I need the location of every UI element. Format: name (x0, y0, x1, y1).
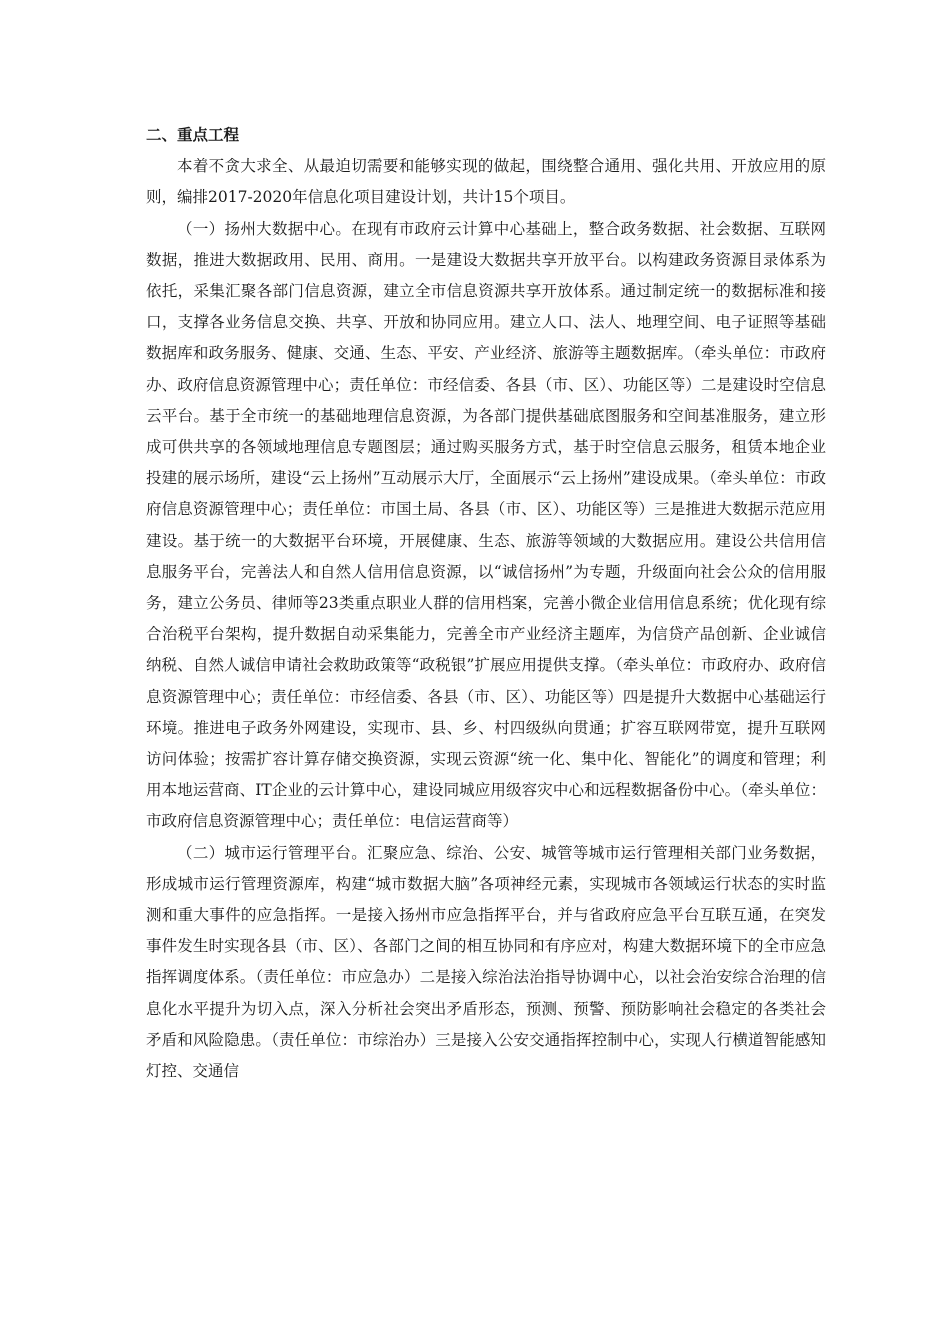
city-operation-platform-paragraph: （二）城市运行管理平台。汇聚应急、综治、公安、城管等城市运行管理相关部门业务数据，形成城市运行管理资源库，构建“城市数据大脑”各项神经元素，实现城市各领域运行状态的实时监测和重大事件的应急指挥。一是接入扬州市应急指挥平台，并与省政府应急平台互联互通，在突发事件发生时实现各县（市、区）、各部门之间的相互协同和有序应对，构建大数据环境下的全市应急指挥调度体系。（责任单位：市应急办）二是接入综治法治指导协调中心，以社会治安综合治理的信息化水平提升为切入点，深入分析社会突出矛盾形态，预测、预警、预防影响社会稳定的各类社会矛盾和风险隐患。（责任单位：市综治办）三是接入公安交通指挥控制中心，实现人行横道智能感知灯控、交通信 (146, 843, 826, 1081)
document-page (146, 120, 826, 1087)
big-data-center-paragraph: （一）扬州大数据中心。在现有市政府云计算中心基础上，整合政务数据、社会数据、互联网数据，推进大数据政用、民用、商用。一是建设大数据共享开放平台。以构建政务资源目录体系为依托，采集汇聚各部门信息资源，建立全市信息资源共享开放体系。通过制定统一的数据标准和接口，支撑各业务信息交换、共享、开放和协同应用。建立人口、法人、地理空间、电子证照等基础数据库和政务服务、健康、交通、生态、平安、产业经济、旅游等主题数据库。（牵头单位：市政府办、政府信息资源管理中心；责任单位：市经信委、各县（市、区）、功能区等）二是建设时空信息云平台。基于全市统一的基础地理信息资源，为各部门提供基础底图服务和空间基准服务，建立形成可供共享的各领域地理信息专题图层；通过购买服务方式，基于时空信息云服务，租赁本地企业投建的展示场所，建设“云上扬州”互动展示大厅，全面展示“云上扬州”建设成果。（牵头单位：市政府信息资源管理中心；责任单位：市国土局、各县（市、区）、功能区等）三是推进大数据示范应用建设。基于统一的大数据平台环境，开展健康、生态、旅游等领域的大数据应用。建设公共信用信息服务平台，完善法人和自然人信用信息资源，以“诚信扬州”为专题，升级面向社会公众的信用服务，建立公务员、律师等23类重点职业人群的信用档案，完善小微企业信用信息系统；优化现有综合治税平台架构，提升数据自动采集能力，完善全市产业经济主题库，为信贷产品创新、企业诚信纳税、自然人诚信申请社会救助政策等“政税银”扩展应用提供支撑。（牵头单位：市政府办、政府信息资源管理中心；责任单位：市经信委、各县（市、区）、功能区等）四是提升大数据中心基础运行环境。推进电子政务外网建设，实现市、县、乡、村四级纵向贯通；扩容互联网带宽，提升互联网访问体验；按需扩容计算存储交换资源，实现云资源“统一化、集中化、智能化”的调度和管理；利用本地运营商、IT企业的云计算中心，建设同城应用级容灾中心和远程数据备份中心。（牵头单位：市政府信息资源管理中心；责任单位：电信运营商等） (146, 219, 826, 831)
intro-paragraph: 本着不贪大求全、从最迫切需要和能够实现的做起，围绕整合通用、强化共用、开放应用的原则，编排2017-2020年信息化项目建设计划，共计15个项目。 (146, 157, 826, 207)
section-heading: 二、重点工程 (146, 126, 240, 144)
